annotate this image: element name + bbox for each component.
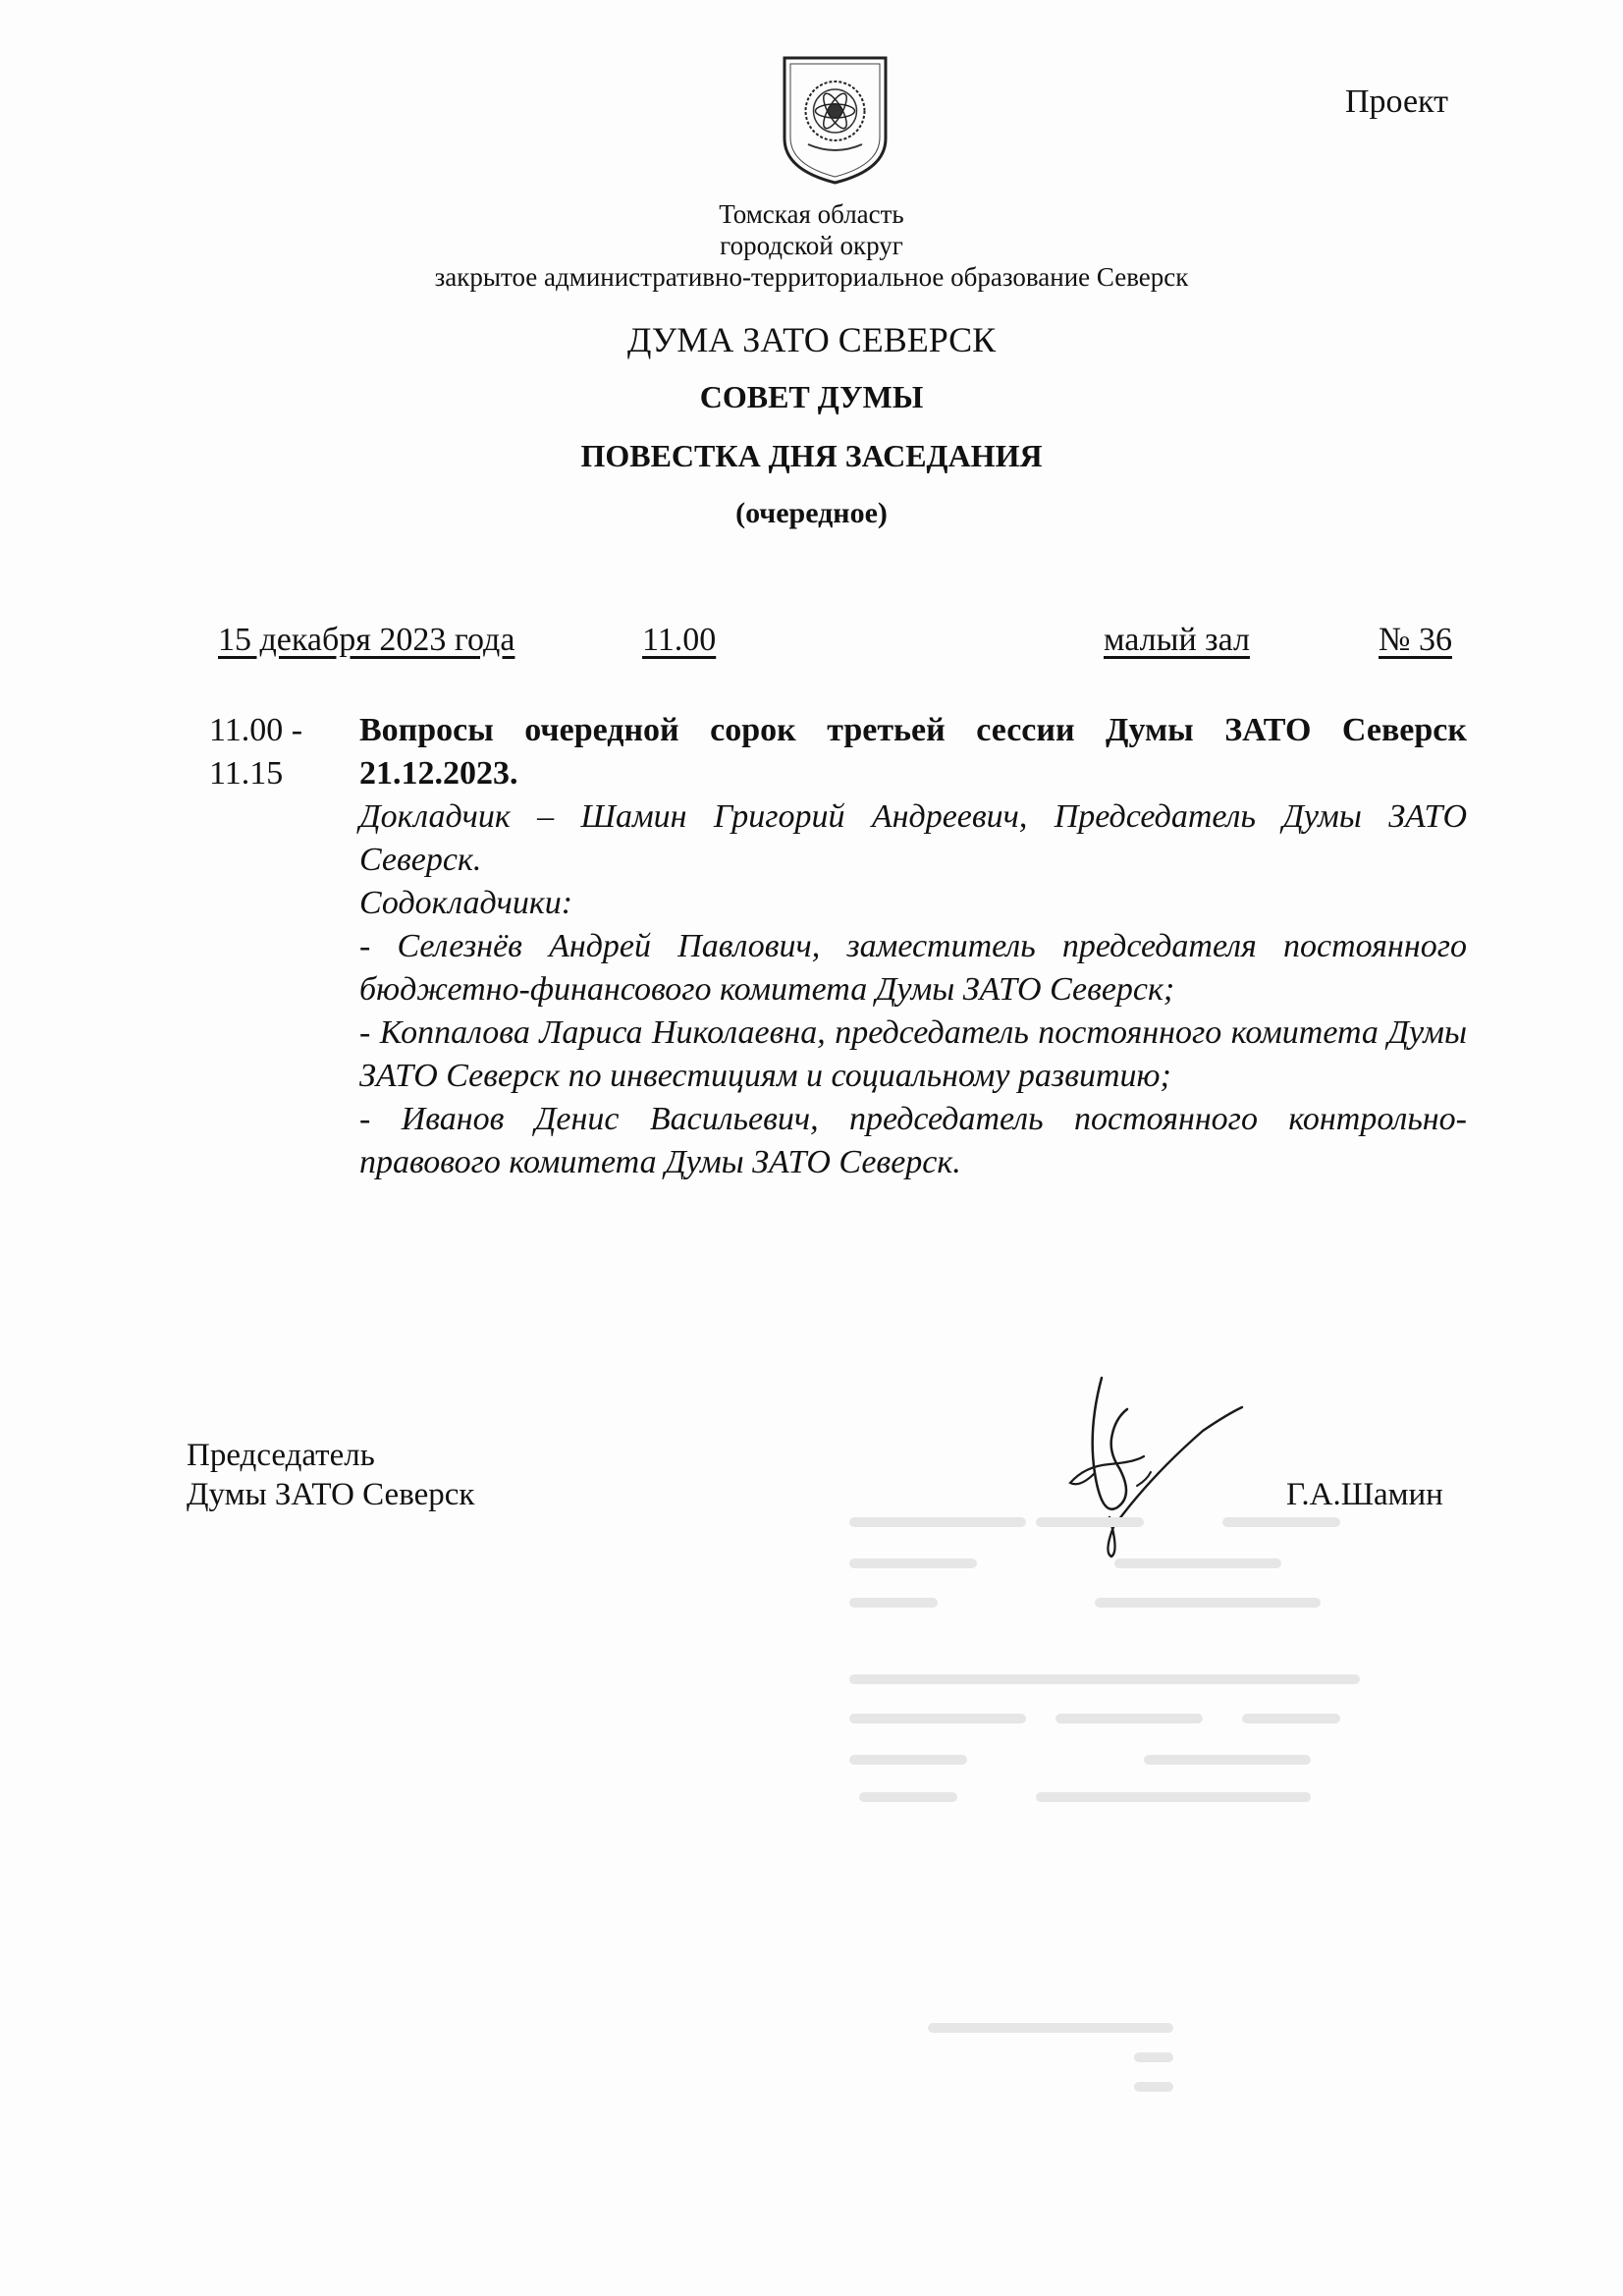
document-title: ПОВЕСТКА ДНЯ ЗАСЕДАНИЯ [580,438,1043,473]
draft-label: Проект [1345,83,1448,120]
co-speaker-item: - Коппалова Лариса Николаевна, председатель постоянного комитета Думы ЗАТО Северск по инвестициям и социальному развитию; [359,1014,1467,1094]
co-speakers-label: Содокладчики: [359,885,573,921]
issuer-header [0,198,1623,293]
agenda-item-time [209,709,302,795]
meeting-kind: (очередное) [735,497,888,529]
bleed-through-marks [844,1493,1375,2102]
agenda-item-speaker: Докладчик – Шамин Григорий Андреевич, Председатель Думы ЗАТО Северск. [359,798,1467,878]
signatory-position [187,1436,474,1514]
time-end: 11.15 [209,755,284,792]
district-line: городской округ [720,231,903,260]
signatory-name: Г.А.Шамин [1286,1477,1443,1512]
region-line: Томская область [719,199,904,229]
co-speaker-item: - Селезнёв Андрей Павлович, заместитель председателя постоянного бюджетно-финансового комитета Думы ЗАТО Северск; [359,928,1467,1008]
co-speaker-item: - Иванов Денис Васильевич, председатель постоянного контрольно-правового комитета Думы ЗАТО Северск. [359,1101,1467,1180]
meeting-time: 11.00 [642,622,717,658]
meeting-date: 15 декабря 2023 года [218,622,515,658]
meeting-number: № 36 [1379,622,1452,658]
coat-of-arms-icon [779,54,892,187]
signatory-position-line1: Председатель [187,1438,375,1473]
council-name: СОВЕТ ДУМЫ [699,379,924,414]
agenda-item-title: Вопросы очередной сорок третьей сессии Думы ЗАТО Северск 21.12.2023. [359,712,1467,792]
time-start: 11.00 - [209,712,303,748]
organization-name: ДУМА ЗАТО СЕВЕРСК [626,320,997,359]
municipality-line: закрытое административно-территориальное образование Северск [434,262,1189,292]
signatory-position-line2: Думы ЗАТО Северск [187,1477,475,1512]
agenda-item [359,709,1467,1184]
meeting-room: малый зал [1104,622,1250,658]
